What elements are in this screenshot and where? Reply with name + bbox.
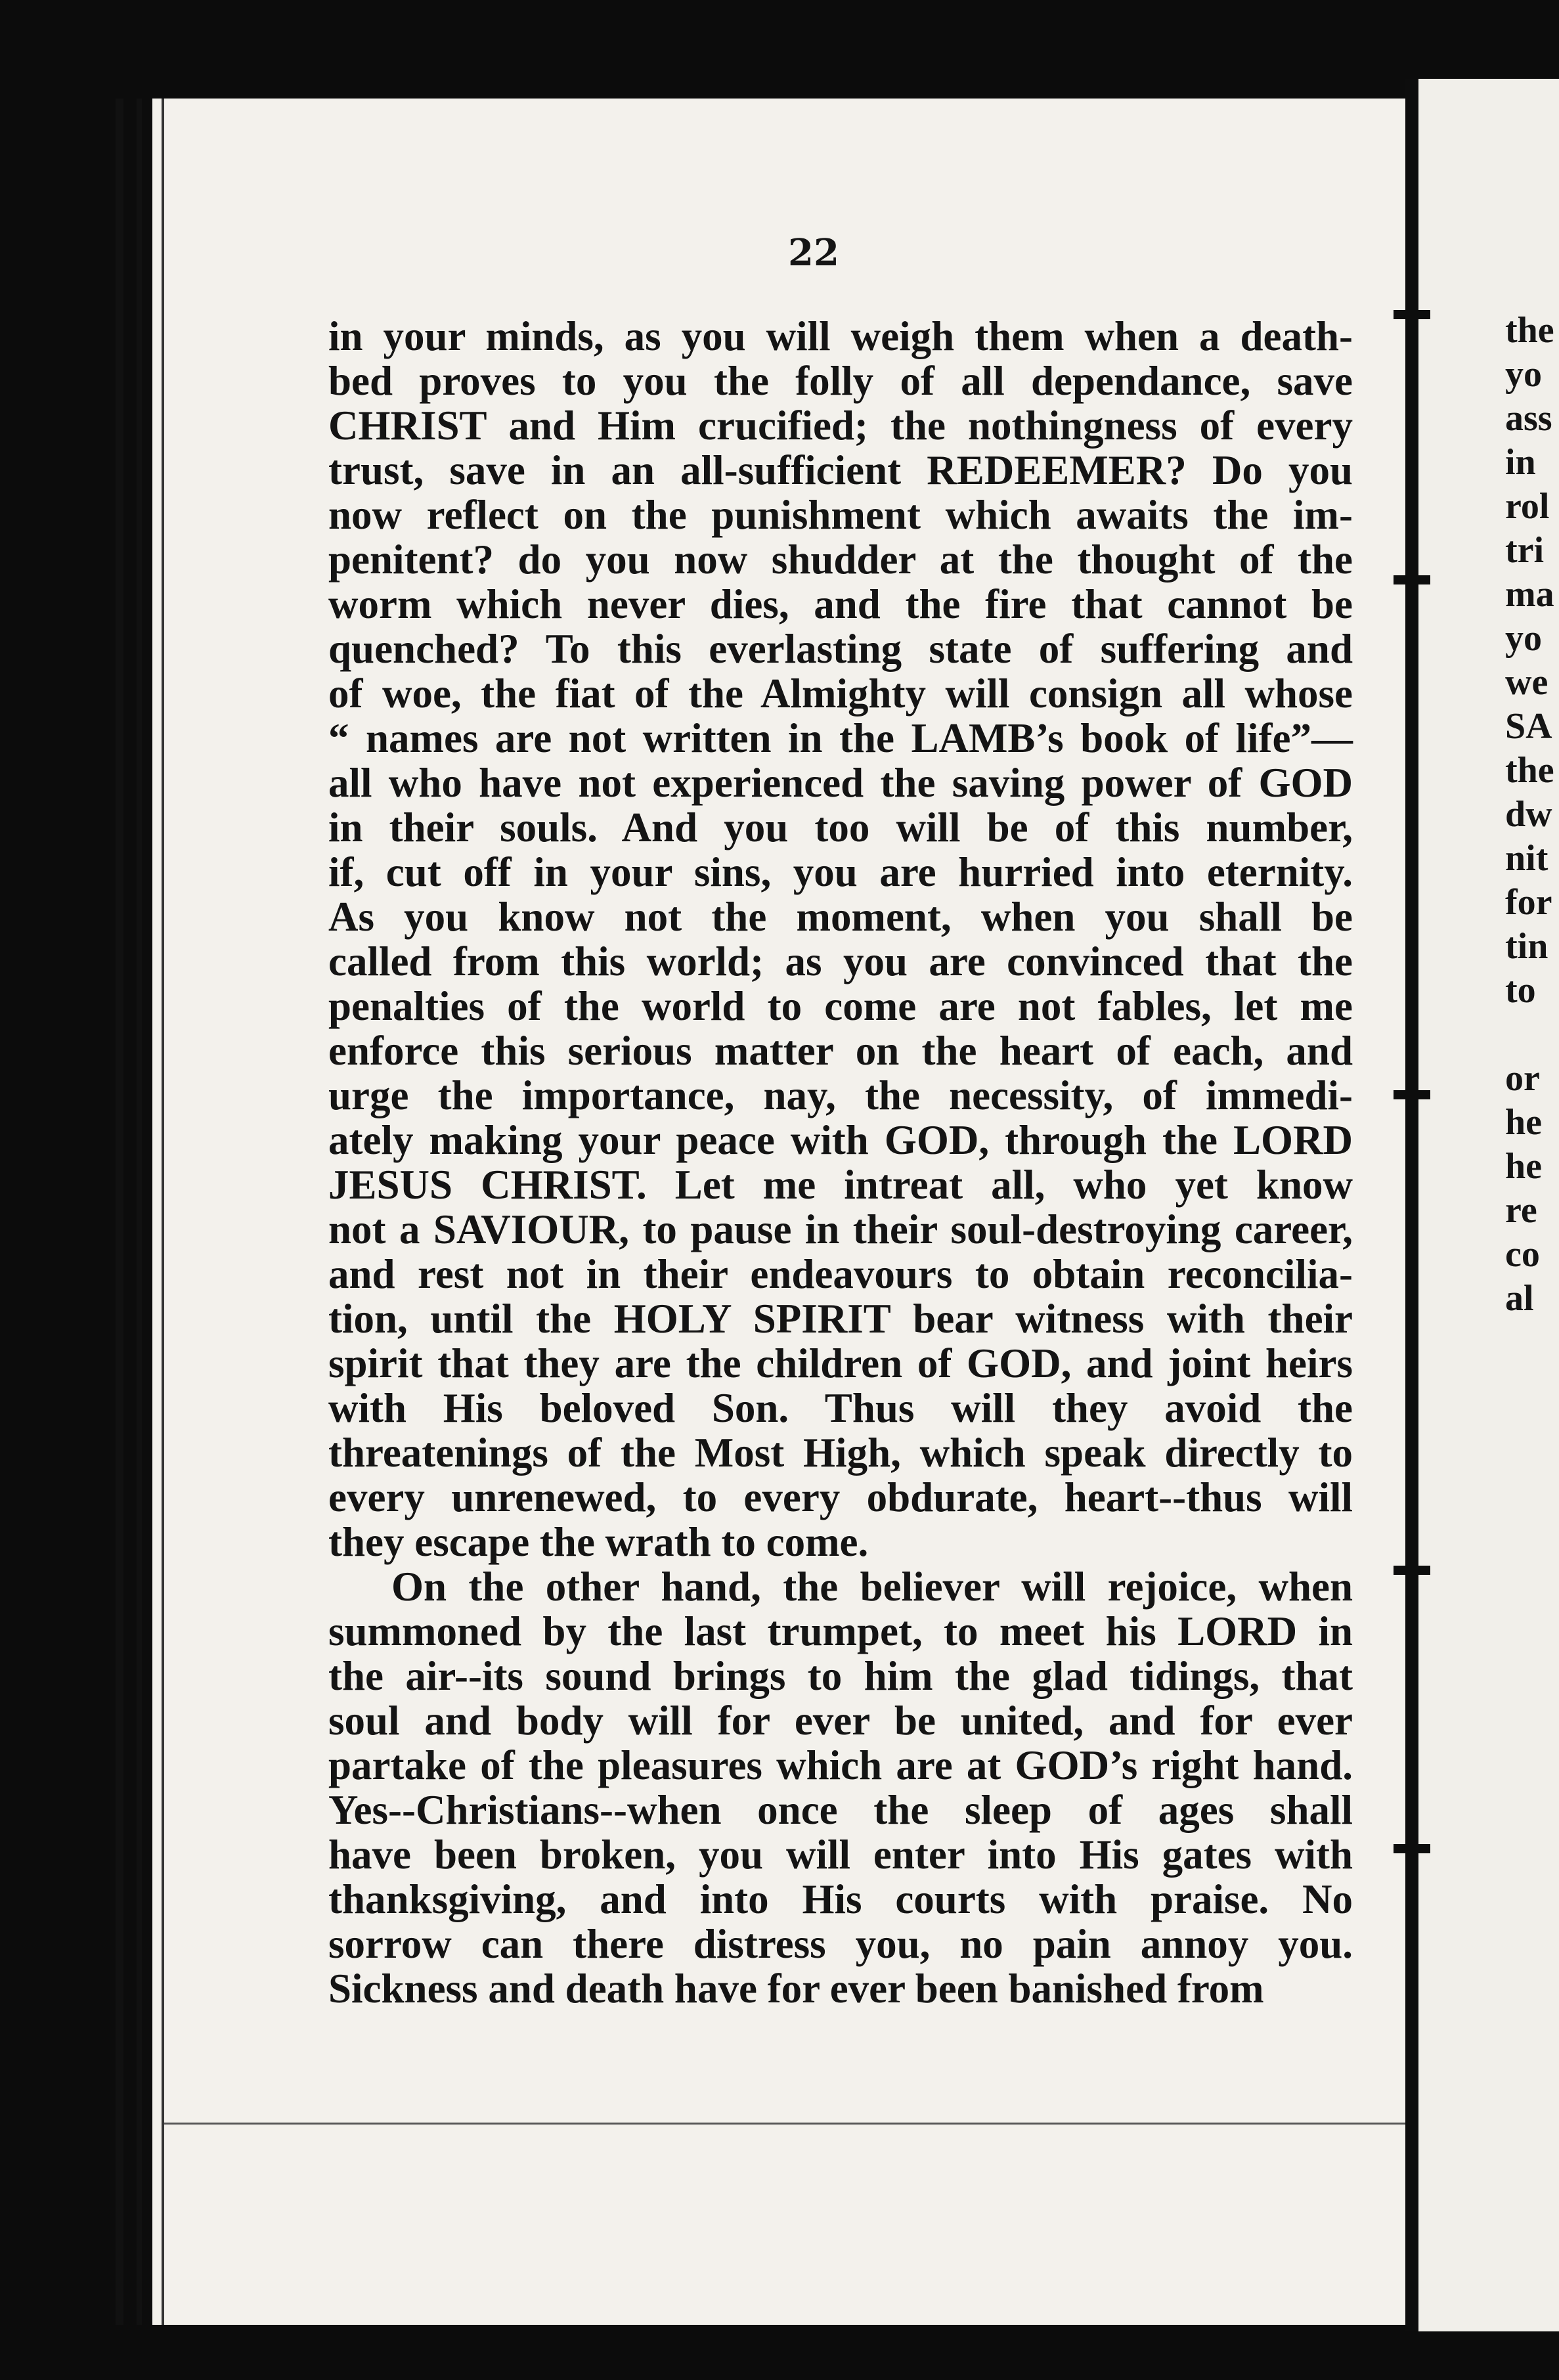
text-line: CHRIST and Him crucified; the nothingness of every [328,403,1353,449]
binding-edge [116,99,123,2325]
binding-edge [137,99,142,2325]
facing-text-fragment: yo [1505,354,1542,395]
facing-text-fragment: or [1505,1058,1540,1099]
gutter-mark [1394,310,1430,319]
facing-text-fragment: the [1505,310,1554,351]
text-line: ately making your peace with GOD, through the LORD [328,1117,1353,1163]
facing-text-fragment [1505,1013,1554,1057]
page-gutter [1405,79,1418,2331]
facing-text-fragment: rol [1505,486,1550,527]
text-line: with His beloved Son. Thus will they avoid the [328,1385,1353,1431]
text-line: partake of the pleasures which are at GOD’s right hand. [328,1742,1353,1788]
text-line: Yes--Christians--when once the sleep of ages shall [328,1787,1353,1833]
text-line: As you know not the moment, when you shall be [328,894,1353,940]
gutter-mark [1394,1844,1430,1853]
text-line: bed proves to you the folly of all dependance, save [328,358,1353,404]
facing-text-fragment: ma [1505,574,1554,615]
text-line: worm which never dies, and the fire that cannot be [328,581,1353,627]
facing-text-fragment: tri [1505,530,1545,571]
text-line: in your minds, as you will weigh them when a death- [328,313,1353,359]
text-line: not a SAVIOUR, to pause in their soul-destroying career, [328,1206,1353,1252]
text-line: and rest not in their endeavours to obtain reconcilia- [328,1251,1353,1297]
text-line: spirit that they are the children of GOD, and joint heirs [328,1340,1353,1386]
facing-text-fragment: tin [1505,926,1548,967]
text-line: in their souls. And you too will be of this number, [328,804,1353,850]
binding-edge [162,99,164,2325]
facing-text-fragment: we [1505,662,1548,703]
text-line: trust, save in an all-sufficient REDEEMER? Do you [328,447,1353,493]
facing-text-fragment: re [1505,1190,1537,1231]
gutter-mark [1394,1090,1430,1099]
body-text [328,314,1353,2011]
text-line: enforce this serious matter on the heart of each, and [328,1028,1353,1074]
gutter-mark [1394,1566,1430,1575]
text-line: penalties of the world to come are not fables, let me [328,983,1353,1029]
text-line: if, cut off in your sins, you are hurried into eternity. [328,849,1353,895]
facing-page-text [1505,309,1554,1321]
text-line: of woe, the fiat of the Almighty will consign all whose [328,671,1353,716]
text-line: called from this world; as you are convinced that the [328,938,1353,984]
footer-rule [164,2123,1405,2125]
facing-text-fragment: dw [1505,794,1552,835]
text-line: threatenings of the Most High, which speak directly to [328,1430,1353,1476]
text-line: the air--its sound brings to him the glad tidings, that [328,1653,1353,1699]
text-line: thanksgiving, and into His courts with praise. No [328,1876,1353,1922]
text-line: summoned by the last trumpet, to meet his LORD in [328,1608,1353,1654]
text-line: urge the importance, nay, the necessity, of immedi- [328,1072,1353,1118]
facing-text-fragment: he [1505,1102,1542,1143]
facing-text-fragment: yo [1505,618,1542,659]
text-line: have been broken, you will enter into His gates with [328,1832,1353,1878]
text-line: JESUS CHRIST. Let me intreat all, who yet know [328,1162,1353,1208]
facing-text-fragment: in [1505,442,1536,483]
facing-text-fragment: al [1505,1278,1534,1319]
text-line: penitent? do you now shudder at the thought of the [328,537,1353,583]
facing-text-fragment: co [1505,1234,1540,1275]
facing-text-fragment: he [1505,1146,1542,1187]
text-line: sorrow can there distress you, no pain annoy you. [328,1921,1353,1967]
facing-text-fragment: to [1505,970,1536,1011]
text-line: On the other hand, the believer will rejoice, when [391,1564,1353,1610]
text-line: they escape the wrath to come. [328,1519,869,1565]
gutter-mark [1394,575,1430,584]
facing-text-fragment: ass [1505,398,1552,439]
text-line: quenched? To this everlasting state of suffering and [328,626,1353,672]
text-line: every unrenewed, to every obdurate, heart--thus will [328,1474,1353,1520]
text-line: Sickness and death have for ever been banished from [328,1966,1264,2012]
text-line: tion, until the HOLY SPIRIT bear witness with their [328,1296,1353,1342]
text-line: “ names are not written in the LAMB’s book of life”— [328,715,1353,761]
text-line: now reflect on the punishment which awaits the im- [328,492,1353,538]
text-line: soul and body will for ever be united, and for ever [328,1698,1353,1744]
facing-text-fragment: nit [1505,838,1548,879]
text-line: all who have not experienced the saving power of GOD [328,760,1353,806]
page-number: 22 [788,231,839,275]
facing-text-fragment: SA [1505,706,1552,747]
facing-text-fragment: the [1505,750,1554,791]
facing-text-fragment: for [1505,882,1552,923]
